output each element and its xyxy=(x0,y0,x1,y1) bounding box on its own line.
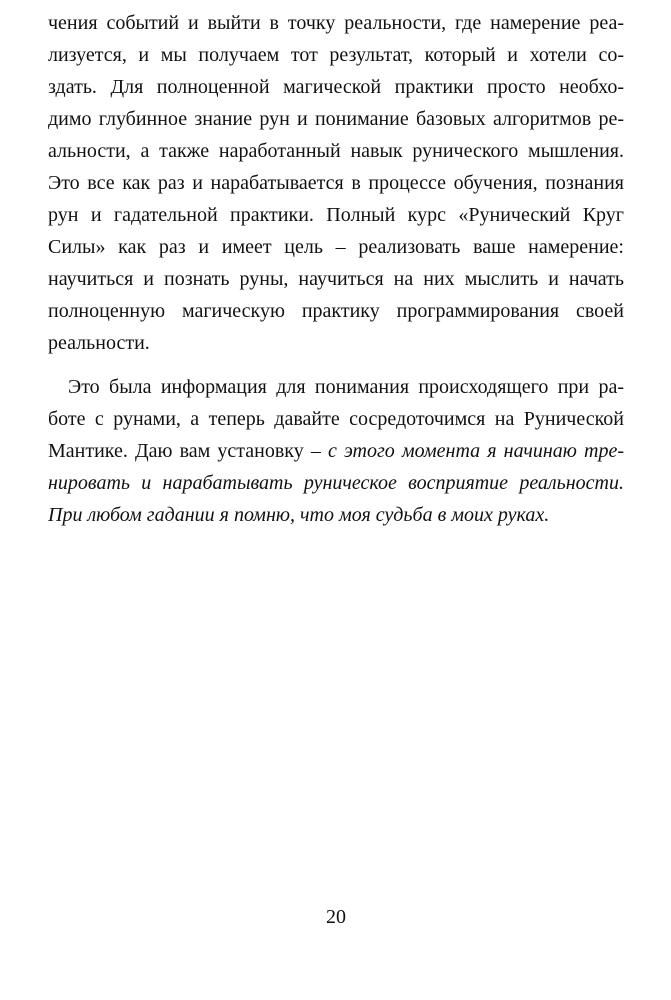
text-line: научиться и познать руны, научиться на них мыслить и начать xyxy=(48,268,624,290)
text-line: Это была информация для понимания происходящего при ра- xyxy=(68,376,624,398)
text-line: реальности. xyxy=(48,332,150,354)
text-line: Это все как раз и нарабатывается в процессе обучения, познания xyxy=(48,172,624,194)
text-line: альности, а также наработанный навык рунического мышления. xyxy=(48,140,624,162)
text-line: лизуется, и мы получаем тот результат, который и хотели со- xyxy=(48,44,624,66)
text-line xyxy=(48,438,624,464)
italic-segment: с этого момента я начинаю тре- xyxy=(327,440,624,462)
text-line: димо глубинное знание рун и понимание базовых алгоритмов ре- xyxy=(48,108,624,130)
text-line: Силы» как раз и имеет цель – реализовать ваше намерение: xyxy=(48,236,624,258)
italic-text-line: При любом гадании я помню, что моя судьба в моих руках. xyxy=(48,504,550,526)
text-segment: Мантике. Даю вам установку – xyxy=(48,440,328,462)
text-line: рун и гадательной практики. Полный курс «Рунический Круг xyxy=(48,204,624,226)
text-line: чения событий и выйти в точку реальности, где намерение реа- xyxy=(48,12,624,34)
text-line: полноценную магическую практику программирования своей xyxy=(48,300,624,322)
page-number: 20 xyxy=(326,906,346,928)
text-line: боте с рунами, а теперь давайте сосредоточимся на Рунической xyxy=(48,408,624,430)
text-line: здать. Для полноценной магической практики просто необхо- xyxy=(48,76,624,98)
italic-text-line: нировать и нарабатывать руническое восприятие реальности. xyxy=(48,472,624,494)
book-page xyxy=(48,0,624,1000)
